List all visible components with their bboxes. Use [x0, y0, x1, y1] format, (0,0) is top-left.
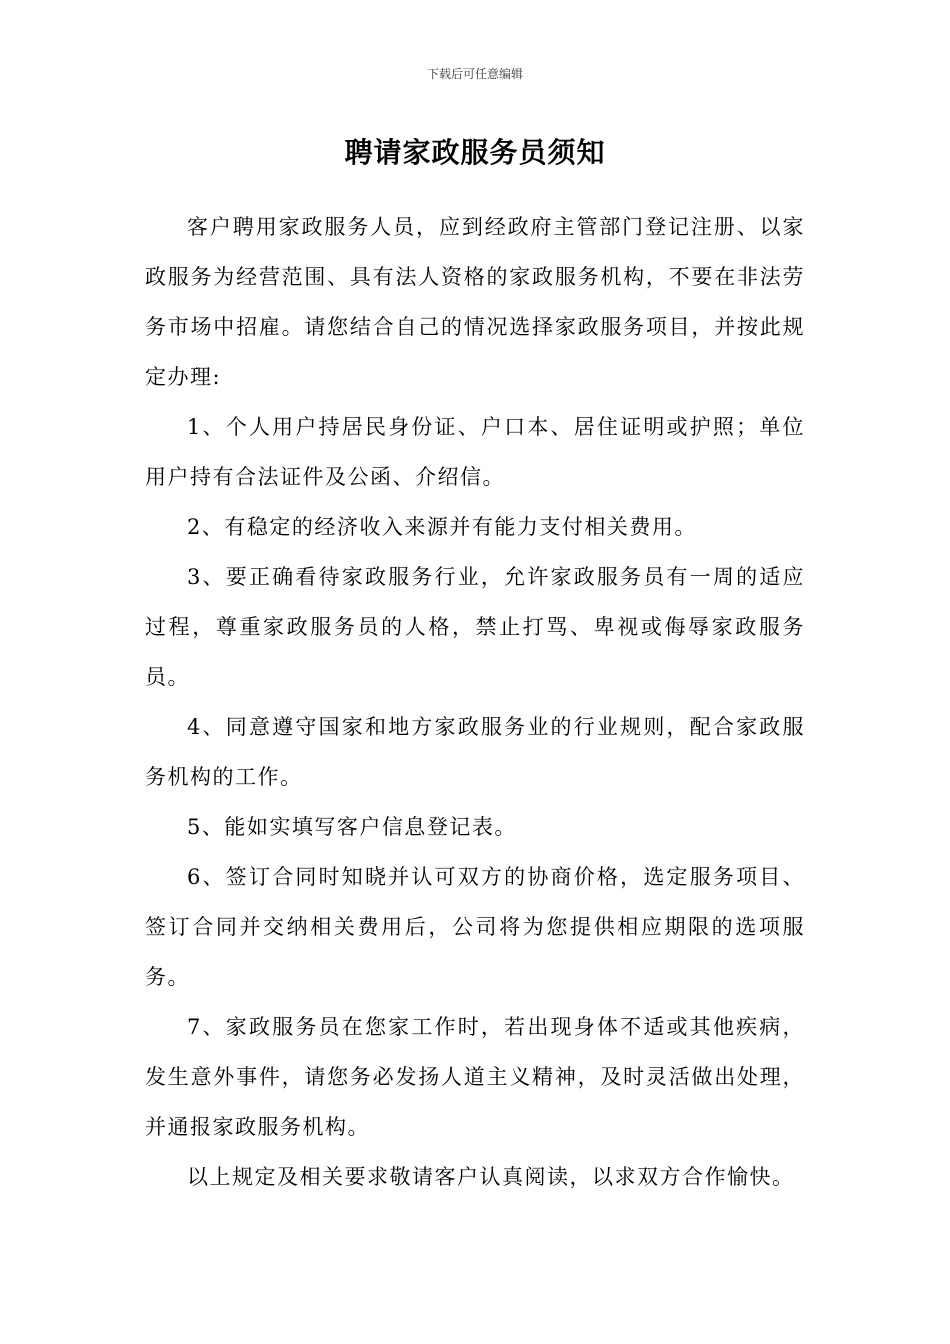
rule-item-3: 3、要正确看待家政服务行业，允许家政服务员有一周的适应过程，尊重家政服务员的人格，禁止打骂、卑视或侮辱家政服务员。 — [145, 565, 805, 689]
rule-item-6: 6、签订合同时知晓并认可双方的协商价格，选定服务项目、签订合同并交纳相关费用后，公司将为您提供相应期限的选项服务。 — [145, 865, 805, 989]
header-note: 下载后可任意编辑 — [426, 67, 523, 81]
document-body — [145, 202, 805, 1202]
rule-item-5: 5、能如实填写客户信息登记表。 — [187, 815, 517, 839]
rule-item-2: 2、有稳定的经济收入来源并有能力支付相关费用。 — [187, 515, 697, 539]
rule-item-4: 4、同意遵守国家和地方家政服务业的行业规则，配合家政服务机构的工作。 — [145, 715, 805, 789]
rule-item-7: 7、家政服务员在您家工作时，若出现身体不适或其他疾病，发生意外事件，请您务必发扬人道主义精神，及时灵活做出处理，并通报家政服务机构。 — [145, 1015, 805, 1139]
intro-paragraph: 客户聘用家政服务人员，应到经政府主管部门登记注册、以家政服务为经营范围、具有法人资格的家政服务机构，不要在非法劳务市场中招雇。请您结合自己的情况选择家政服务项目，并按此规定办理: — [145, 215, 805, 389]
rule-item-1: 1、个人用户持居民身份证、户口本、居住证明或护照；单位用户持有合法证件及公函、介绍信。 — [145, 415, 805, 489]
closing-paragraph: 以上规定及相关要求敬请客户认真阅读，以求双方合作愉快。 — [187, 1165, 795, 1189]
document-title: 聘请家政服务员须知 — [344, 136, 606, 169]
